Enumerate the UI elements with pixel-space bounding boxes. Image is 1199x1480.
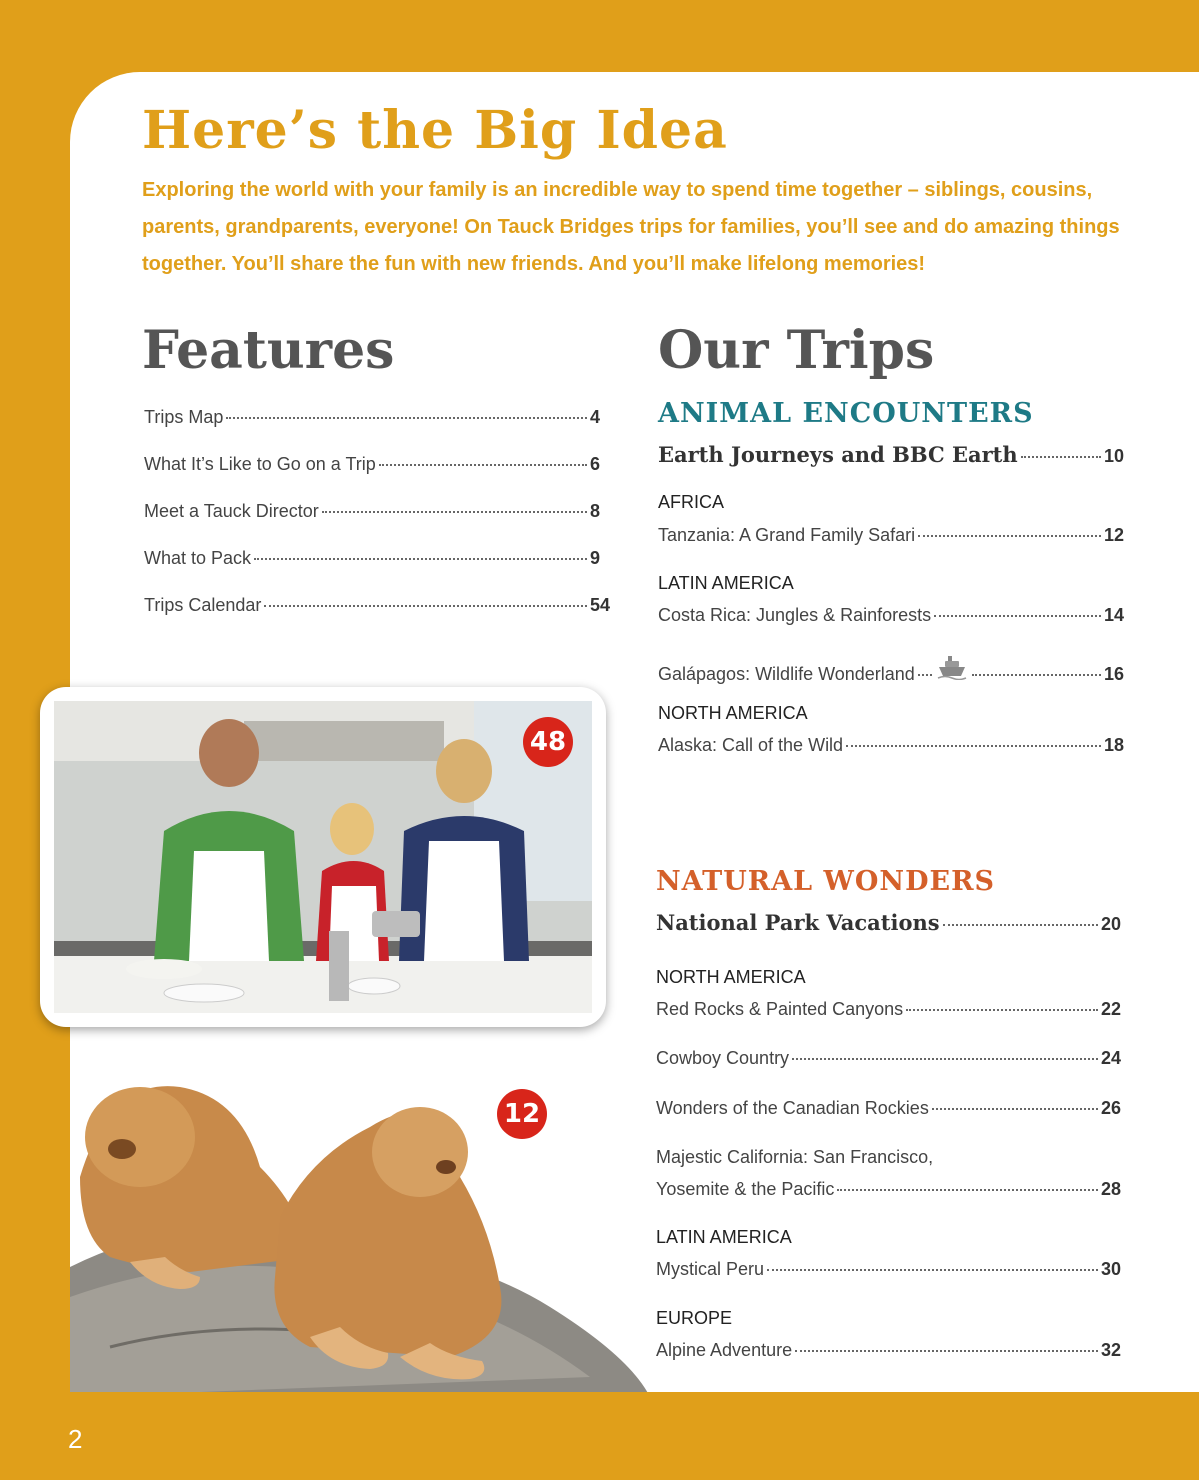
toc-national-parks[interactable] [656,910,1121,935]
lions-photo [70,1057,650,1392]
toc-page: 4 [589,407,600,427]
toc-label: What to Pack [144,548,252,568]
toc-page: 8 [589,501,600,521]
toc-label: Yosemite & the Pacific [656,1179,835,1199]
cooking-photo [54,701,592,1013]
region-europe: EUROPE [656,1308,733,1328]
toc-label: Costa Rica: Jungles & Rainforests [658,605,932,625]
toc-page: 14 [1103,605,1124,625]
toc-page: 54 [589,595,610,615]
leader-dots [846,745,1101,747]
toc-california-line1: Majestic California: San Francisco, [656,1147,934,1167]
toc-page: 6 [589,454,600,474]
toc-alpine-adventure[interactable] [656,1340,1121,1361]
toc-label: Red Rocks & Painted Canyons [656,999,904,1019]
our-trips-title: Our Trips [658,320,935,381]
leader-dots [943,924,1098,926]
toc-label: Alaska: Call of the Wild [658,735,844,755]
cooking-scene [54,701,592,1013]
toc-alaska[interactable] [658,735,1124,756]
features-title: Features [142,320,395,381]
page-badge-48: 48 [523,717,573,767]
toc-label: What It’s Like to Go on a Trip [144,454,376,474]
toc-label: Earth Journeys and BBC Earth [658,442,1018,467]
toc-label: Tanzania: A Grand Family Safari [658,525,916,545]
toc-label: Galápagos: Wildlife Wonderland [658,664,915,684]
toc-label: Meet a Tauck Director [144,501,319,521]
leader-dots [795,1350,1098,1352]
region-north-america: NORTH AMERICA [658,703,808,723]
toc-trips-calendar[interactable] [144,595,610,616]
toc-what-to-pack[interactable] [144,548,600,569]
toc-label: Wonders of the Canadian Rockies [656,1098,929,1118]
toc-page: 30 [1100,1259,1121,1279]
toc-page: 22 [1100,999,1121,1019]
cooking-photo-frame [40,687,606,1027]
toc-page: 20 [1100,914,1121,934]
toc-what-its-like[interactable] [144,454,600,475]
toc-california[interactable] [656,1179,1121,1200]
leader-dots [932,1108,1098,1110]
leader-dots [322,511,587,513]
toc-page: 9 [589,548,600,568]
leader-dots [226,417,587,419]
toc-label: Alpine Adventure [656,1340,793,1360]
natural-wonders-heading: NATURAL WONDERS [656,866,996,897]
toc-label: Trips Calendar [144,595,262,615]
leader-dots [918,535,1101,537]
toc-page: 28 [1100,1179,1121,1199]
intro-paragraph: Exploring the world with your family is an incredible way to spend time together – siblings, cousins, parents, grandparents, everyone! On Tauck Bridges trips for families, you’ll see and do amazing things together. You’ll share the fun with new friends. And you’ll make lifelong memories! [142,179,1120,275]
toc-page: 32 [1100,1340,1121,1360]
toc-page: 10 [1103,446,1124,466]
toc-page: 24 [1100,1048,1121,1068]
toc-cowboy-country[interactable] [656,1048,1121,1069]
region-north-america: NORTH AMERICA [656,967,806,987]
animal-encounters-heading: ANIMAL ENCOUNTERS [658,398,1034,429]
region-latin-america: LATIN AMERICA [658,573,794,593]
toc-label: Cowboy Country [656,1048,790,1068]
toc-trips-map[interactable] [144,407,600,428]
leader-dots [972,674,1101,676]
leader-dots [792,1058,1098,1060]
page-badge-12: 12 [497,1089,547,1139]
leader-dots [254,558,587,560]
toc-label: Mystical Peru [656,1259,765,1279]
toc-tanzania[interactable] [658,525,1124,546]
region-africa: AFRICA [658,492,725,512]
leader-dots [837,1189,1098,1191]
toc-galapagos[interactable] [658,654,1124,685]
headline: Here’s the Big Idea [142,100,728,161]
leader-dots [379,464,587,466]
toc-label: National Park Vacations [656,910,940,935]
leader-dots [1021,456,1101,458]
toc-meet-director[interactable] [144,501,600,522]
toc-page: 12 [1103,525,1124,545]
toc-earth-journeys[interactable] [658,442,1124,467]
toc-canadian-rockies[interactable] [656,1098,1121,1119]
leader-dots [767,1269,1098,1271]
toc-page: 18 [1103,735,1124,755]
leader-dots [934,615,1101,617]
toc-mystical-peru[interactable] [656,1259,1121,1280]
toc-red-rocks[interactable] [656,999,1121,1020]
region-latin-america: LATIN AMERICA [656,1227,792,1247]
leader-dots [906,1009,1098,1011]
leader-dots [264,605,587,607]
ship-icon [937,654,967,680]
toc-costa-rica[interactable] [658,605,1124,626]
toc-page: 26 [1100,1098,1121,1118]
leader-dots [918,674,932,676]
page-number: 2 [68,1424,83,1454]
toc-page: 16 [1103,664,1124,684]
toc-label: Trips Map [144,407,224,427]
